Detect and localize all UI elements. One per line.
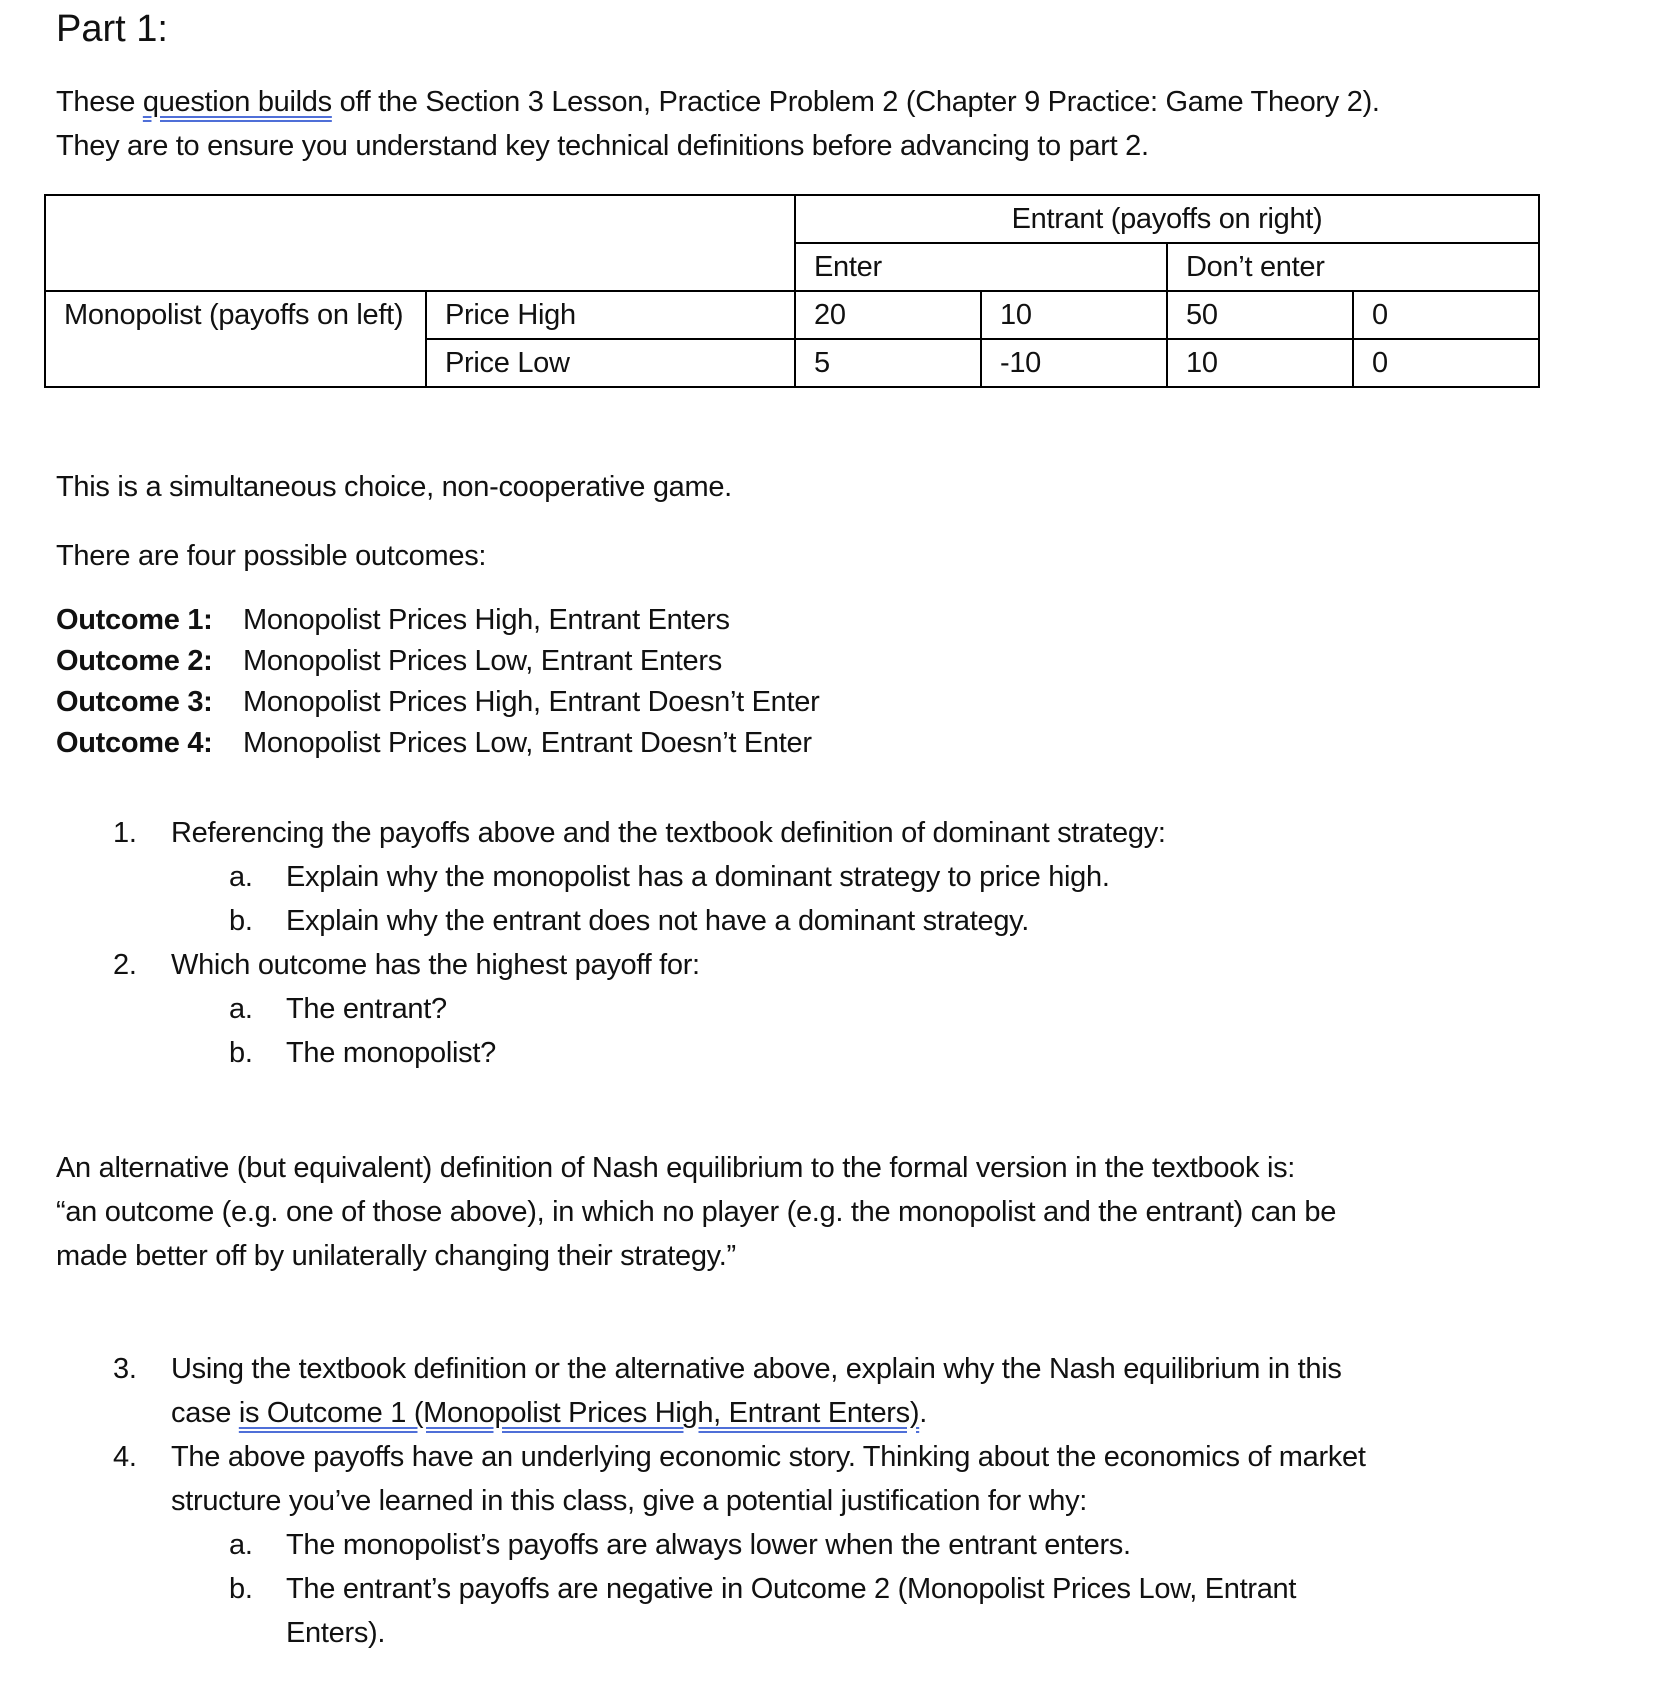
question-text: The above payoffs have an underlying economic story. Thinking about the economics of market bbox=[171, 1441, 1366, 1473]
sub-question-text: The monopolist’s payoffs are always lower when the entrant enters. bbox=[286, 1529, 1131, 1561]
question-number: 4. bbox=[113, 1441, 137, 1473]
sub-question-letter: a. bbox=[229, 993, 253, 1025]
outcome-text: Monopolist Prices Low, Entrant Doesn’t Enter bbox=[243, 727, 812, 759]
grammar-flagged-text[interactable]: is Outcome 1 (Monopolist Prices High, Entrant Enters) bbox=[238, 1397, 920, 1429]
sub-question-text: The entrant’s payoffs are negative in Outcome 2 (Monopolist Prices Low, Entrant bbox=[286, 1573, 1297, 1605]
intro-line-2: They are to ensure you understand key technical definitions before advancing to part 2. bbox=[56, 130, 1149, 162]
question-text-part: . bbox=[919, 1397, 927, 1429]
sub-question-text: Explain why the entrant does not have a dominant strategy. bbox=[286, 905, 1029, 937]
payoff-cell: 20 bbox=[795, 291, 981, 339]
payoff-cell: 50 bbox=[1167, 291, 1353, 339]
game-type-text: This is a simultaneous choice, non-cooperative game. bbox=[56, 471, 732, 503]
empty-corner-cell bbox=[45, 195, 795, 291]
question-text: Which outcome has the highest payoff for: bbox=[171, 949, 700, 981]
sub-question-text: The entrant? bbox=[286, 993, 447, 1025]
outcome-text: Monopolist Prices High, Entrant Enters bbox=[243, 604, 730, 636]
sub-question-letter: b. bbox=[229, 905, 253, 937]
question-text bbox=[171, 1391, 1342, 1435]
sub-question-letter: a. bbox=[229, 1529, 253, 1561]
payoff-cell: 0 bbox=[1353, 339, 1539, 387]
payoff-matrix-table bbox=[44, 194, 1540, 388]
question-item bbox=[113, 1435, 1366, 1523]
sub-question-item bbox=[113, 855, 1166, 899]
payoff-cell: 5 bbox=[795, 339, 981, 387]
sub-question-text: The monopolist? bbox=[286, 1037, 496, 1069]
questions-list-part-a bbox=[113, 811, 1166, 1075]
intro-line-1 bbox=[56, 80, 1380, 124]
payoff-cell: 10 bbox=[981, 291, 1167, 339]
outcomes-list bbox=[56, 600, 819, 764]
intro-text: off the Section 3 Lesson, Practice Problem 2 (Chapter 9 Practice: Game Theory 2). bbox=[331, 86, 1380, 118]
nash-definition-line-3: made better off by unilaterally changing their strategy.” bbox=[56, 1240, 736, 1272]
sub-question-letter: a. bbox=[229, 861, 253, 893]
entrant-header-cell: Entrant (payoffs on right) bbox=[795, 195, 1539, 243]
sub-question-item bbox=[113, 1567, 1366, 1655]
outcome-label: Outcome 4: bbox=[56, 727, 213, 759]
sub-question-item bbox=[113, 899, 1166, 943]
payoff-cell: -10 bbox=[981, 339, 1167, 387]
sub-question-item bbox=[113, 1523, 1366, 1567]
nash-definition-line-1: An alternative (but equivalent) definition of Nash equilibrium to the formal version in the textbook is: bbox=[56, 1152, 1296, 1184]
question-text: Using the textbook definition or the alternative above, explain why the Nash equilibrium in this bbox=[171, 1353, 1342, 1385]
question-item bbox=[113, 811, 1166, 855]
outcome-label: Outcome 2: bbox=[56, 645, 213, 677]
question-number: 2. bbox=[113, 949, 137, 981]
list-item bbox=[56, 682, 819, 723]
question-text: structure you’ve learned in this class, give a potential justification for why: bbox=[171, 1485, 1088, 1517]
monopolist-label-cell: Monopolist (payoffs on left) bbox=[45, 291, 426, 387]
page-title: Part 1: bbox=[56, 8, 168, 50]
intro-text: These bbox=[56, 86, 143, 118]
outcome-label: Outcome 1: bbox=[56, 604, 213, 636]
sub-question-text: Enters). bbox=[286, 1617, 386, 1649]
grammar-flagged-text[interactable]: question builds bbox=[142, 86, 332, 118]
sub-question-text: Explain why the monopolist has a dominant strategy to price high. bbox=[286, 861, 1110, 893]
payoff-cell: 0 bbox=[1353, 291, 1539, 339]
outcome-text: Monopolist Prices High, Entrant Doesn’t Enter bbox=[243, 686, 820, 718]
strategy-cell: Price High bbox=[426, 291, 795, 339]
dont-enter-column-header: Don’t enter bbox=[1167, 243, 1539, 291]
outcome-label: Outcome 3: bbox=[56, 686, 213, 718]
list-item bbox=[56, 723, 819, 764]
question-number: 3. bbox=[113, 1353, 137, 1385]
strategy-cell: Price Low bbox=[426, 339, 795, 387]
question-text: Referencing the payoffs above and the textbook definition of dominant strategy: bbox=[171, 817, 1166, 849]
list-item bbox=[56, 600, 819, 641]
sub-question-letter: b. bbox=[229, 1573, 253, 1605]
outcome-text: Monopolist Prices Low, Entrant Enters bbox=[243, 645, 722, 677]
table-header-row bbox=[45, 195, 1539, 243]
question-number: 1. bbox=[113, 817, 137, 849]
question-item bbox=[113, 1347, 1366, 1435]
table-row bbox=[45, 291, 1539, 339]
question-text-part: case bbox=[171, 1397, 239, 1429]
nash-definition-line-2: “an outcome (e.g. one of those above), in which no player (e.g. the monopolist and the entrant) can be bbox=[56, 1196, 1337, 1228]
sub-question-letter: b. bbox=[229, 1037, 253, 1069]
enter-column-header: Enter bbox=[795, 243, 1167, 291]
list-item bbox=[56, 641, 819, 682]
outcomes-intro-text: There are four possible outcomes: bbox=[56, 540, 487, 572]
sub-question-item bbox=[113, 1031, 1166, 1075]
sub-question-item bbox=[113, 987, 1166, 1031]
payoff-cell: 10 bbox=[1167, 339, 1353, 387]
question-item bbox=[113, 943, 1166, 987]
questions-list-part-b bbox=[113, 1347, 1366, 1655]
